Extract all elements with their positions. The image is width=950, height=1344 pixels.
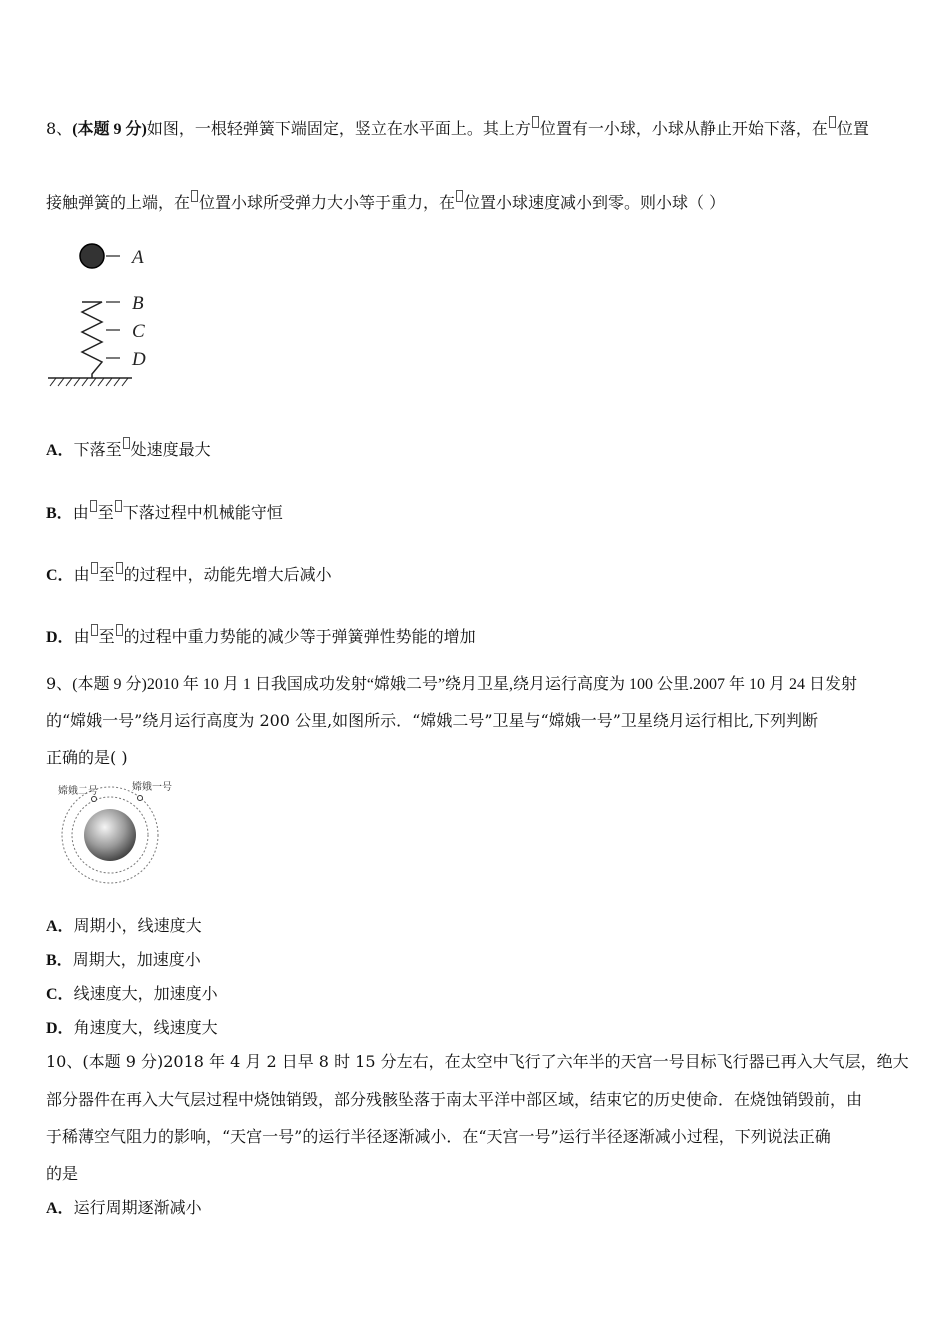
option-text: 由 [73,627,90,646]
placeholder-glyph [116,562,123,574]
q8-text: 位置有一小球，小球从静止开始下落，在 [539,119,828,138]
spring-icon [82,302,102,378]
placeholder-glyph [91,624,98,636]
q8-number: 8、 [46,119,73,138]
option-text: 处速度最大 [130,440,211,459]
placeholder-glyph [115,500,122,512]
option-letter: A． [46,1200,74,1217]
q10-text: 于稀薄空气阻力的影响，“天宫一号”的运行半径逐渐减小．在“天宫一号”运行半径逐渐减小过程，下列说法正确 [46,1127,831,1146]
q8-option-d [46,624,476,648]
q9-number: 9、 [46,674,73,693]
q9-text: 正确的是( ) [46,748,128,767]
q10-text: (本题 9 分)2018 年 4 月 2 日早 8 时 15 分左右，在太空中飞行了六年半的天宫一号目标飞行器已再入大气层，绝大 [82,1052,909,1071]
q10-number: 10、 [46,1052,83,1071]
satellite-2-icon [92,797,97,802]
label-change-2: 嫦娥二号 [58,786,98,797]
option-text: 由 [73,565,90,584]
placeholder-glyph [123,437,130,449]
placeholder-glyph [191,190,198,202]
label-a: A [132,247,144,268]
lunar-orbit-figure [54,778,184,888]
placeholder-glyph [456,190,463,202]
q8-stem-line-1 [46,116,869,140]
q8-stem-line-2 [46,190,725,213]
q9-text: (本题 9 分)2010 年 10 月 1 日我国成功发射“嫦娥二号”绕月卫星,绕月运行高度为 100 公里.2007 年 10 月 24 日发射 [72,676,858,693]
q8-text: 位置 [836,119,869,138]
option-letter: D． [46,629,74,646]
placeholder-glyph [91,562,98,574]
q8-option-c [46,562,332,586]
q8-text: 位置小球所受弹力大小等于重力，在 [199,193,456,212]
option-letter: B． [46,505,73,522]
label-d: D [132,349,146,370]
label-b: B [132,293,144,314]
option-letter: D． [46,1020,74,1037]
option-text: 周期大，加速度小 [72,950,201,969]
option-text: 由 [72,503,89,522]
placeholder-glyph [829,116,836,128]
q10-stem-line-2 [46,1090,862,1110]
q10-text: 的是 [46,1164,79,1183]
spring-ball-figure [44,238,164,390]
option-letter: C． [46,986,74,1003]
q9-stem-line-2 [46,711,818,731]
option-letter: A． [46,918,74,935]
option-letter: B． [46,952,73,969]
option-text: 角速度大，线速度大 [73,1018,218,1037]
q9-option-d [46,1018,218,1039]
ground-hatch [50,378,128,386]
q10-stem-line-3 [46,1127,831,1147]
q9-stem-line-3 [46,748,128,768]
option-text: 运行周期逐渐减小 [73,1198,202,1217]
satellite-1-icon [138,796,143,801]
q9-option-c [46,984,218,1005]
q9-text: 的“嫦娥一号”绕月运行高度为 200 公里,如图所示．“嫦娥二号”卫星与“嫦娥一号”卫星绕月运行相比,下列判断 [46,711,818,730]
q8-text: 位置小球速度减小到零。则小球（ ） [464,193,726,212]
option-text: 下落过程中机械能守恒 [122,503,283,522]
placeholder-glyph [116,624,123,636]
q10-text: 部分器件在再入大气层过程中烧蚀销毁，部分残骸坠落于南太平洋中部区域，结束它的历史使命．在烧蚀销毁前，由 [46,1090,863,1109]
q10-option-a [46,1198,202,1219]
option-text: 的过程中重力势能的减少等于弹簧弹性势能的增加 [123,627,476,646]
q8-text: 接触弹簧的上端，在 [46,193,191,212]
placeholder-glyph [90,500,97,512]
q8-score: (本题 9 分) [72,121,147,138]
ball-icon [80,244,104,268]
q10-stem-line-1 [46,1052,909,1072]
q9-option-a [46,916,202,937]
option-text: 至 [98,627,115,646]
q8-option-b [46,500,283,524]
option-text: 线速度大，加速度小 [73,984,218,1003]
option-text: 下落至 [73,440,122,459]
option-letter: A． [46,442,74,459]
q8-option-a [46,437,211,461]
option-text: 至 [98,565,115,584]
q10-stem-line-4 [46,1164,78,1184]
option-text: 的过程中，动能先增大后减小 [123,565,332,584]
option-text: 至 [97,503,114,522]
option-text: 周期小，线速度大 [73,916,202,935]
q8-text: 如图，一根轻弹簧下端固定，竖立在水平面上。其上方 [146,119,531,138]
placeholder-glyph [532,116,539,128]
q9-option-b [46,950,201,971]
label-change-1: 嫦娥一号 [132,782,172,793]
moon-icon [84,809,136,861]
option-letter: C． [46,567,74,584]
q9-stem-line-1 [46,674,857,695]
label-c: C [132,321,145,342]
